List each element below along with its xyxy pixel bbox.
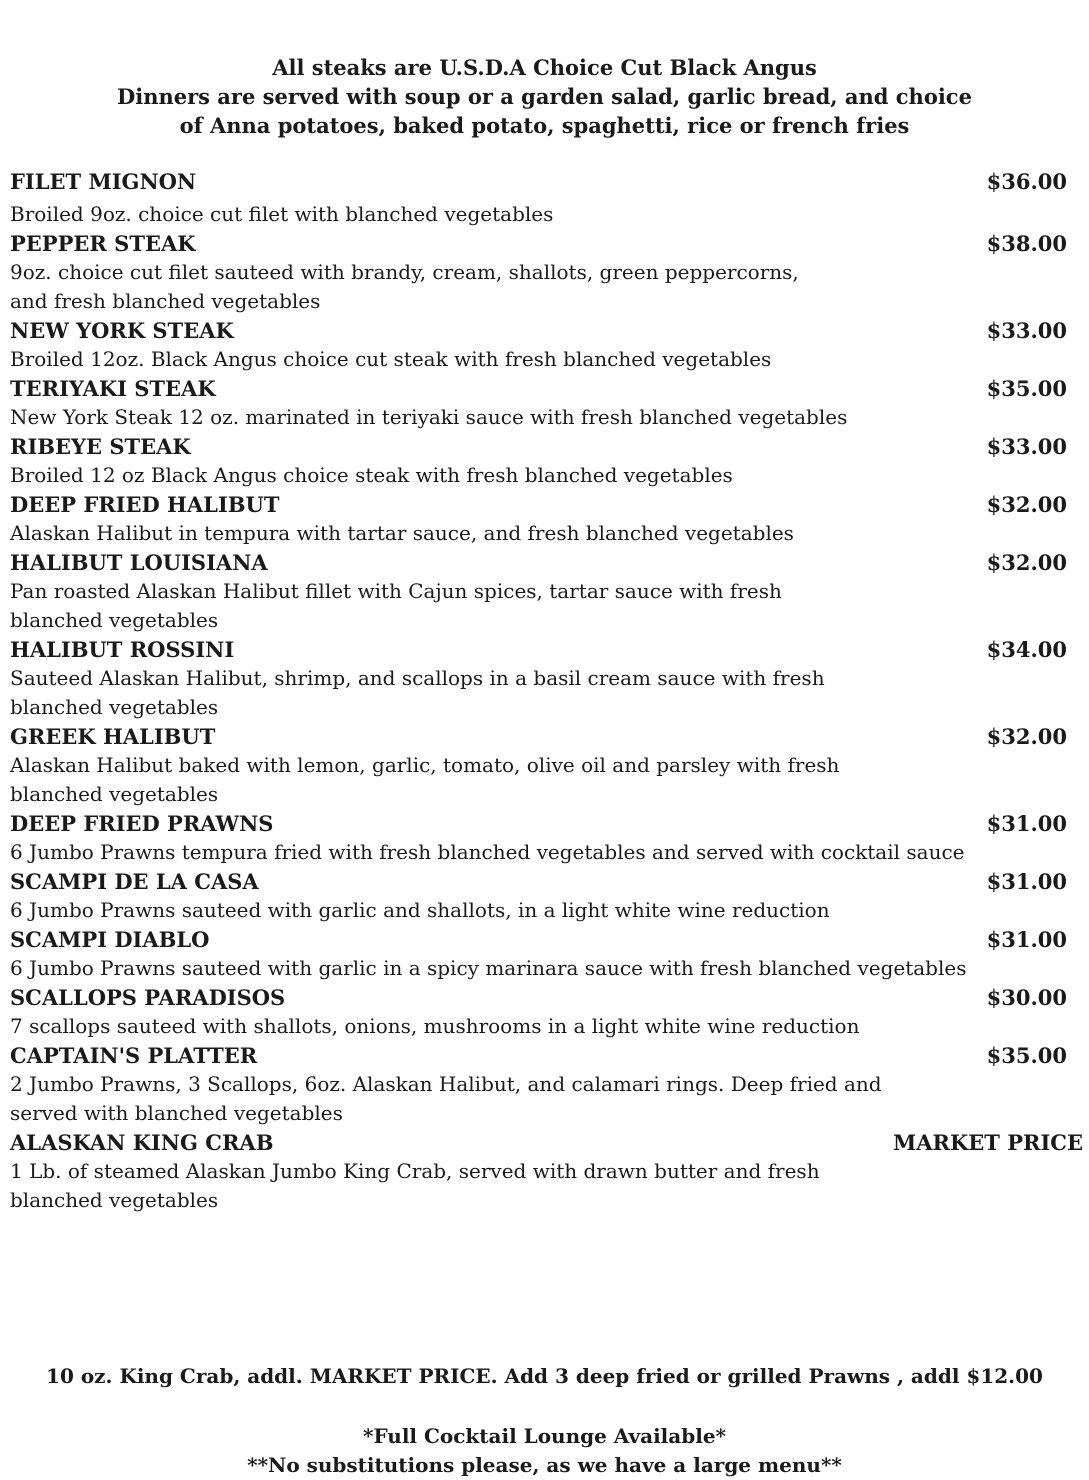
item-name: GREEK HALIBUT (10, 724, 216, 749)
menu-item-greek-halibut (10, 722, 1083, 809)
item-description: 6 Jumbo Prawns sauteed with garlic and shallots, in a light white wine reduction (10, 898, 830, 922)
item-name: PEPPER STEAK (10, 231, 196, 256)
add-on-note: 10 oz. King Crab, addl. MARKET PRICE. Add 3 deep fried or grilled Prawns , addl $12.00 (46, 1364, 1043, 1388)
item-price: $30.00 (986, 985, 1067, 1010)
item-description: New York Steak 12 oz. marinated in teriyaki sauce with fresh blanched vegetables (10, 405, 848, 429)
item-name: SCAMPI DIABLO (10, 927, 210, 952)
item-description: Sauteed Alaskan Halibut, shrimp, and scallops in a basil cream sauce with fresh blanched vegetables (10, 666, 825, 719)
no-substitutions-note: **No substitutions please, as we have a large menu** (247, 1453, 842, 1477)
item-name: NEW YORK STEAK (10, 318, 234, 343)
item-price: $35.00 (986, 1043, 1067, 1068)
menu-item-teriyaki-steak (10, 374, 1083, 432)
item-price: $31.00 (986, 811, 1067, 836)
menu-header (0, 53, 1089, 140)
item-name: SCAMPI DE LA CASA (10, 869, 259, 894)
menu-item-scallops-paradisos (10, 983, 1083, 1041)
item-name: DEEP FRIED HALIBUT (10, 492, 280, 517)
item-name: HALIBUT LOUISIANA (10, 550, 268, 575)
item-description: 2 Jumbo Prawns, 3 Scallops, 6oz. Alaskan Halibut, and calamari rings. Deep fried and served with blanched vegetables (10, 1072, 882, 1125)
item-description: Alaskan Halibut baked with lemon, garlic, tomato, olive oil and parsley with fresh blanched vegetables (10, 753, 840, 806)
item-price: $31.00 (986, 927, 1067, 952)
item-description: Broiled 9oz. choice cut filet with blanched vegetables (10, 202, 554, 226)
menu-item-scampi-de-la-casa (10, 867, 1083, 925)
item-price: $31.00 (986, 869, 1067, 894)
menu-item-filet-mignon (10, 167, 1083, 229)
item-description: 9oz. choice cut filet sauteed with brandy, cream, shallots, green peppercorns, and fresh blanched vegetables (10, 260, 799, 313)
menu-item-new-york-steak (10, 316, 1083, 374)
item-price: MARKET PRICE (893, 1130, 1083, 1155)
footer-notes (0, 1422, 1089, 1480)
cocktail-lounge-note: *Full Cocktail Lounge Available* (362, 1424, 727, 1448)
item-price: $36.00 (986, 169, 1067, 194)
item-description: Pan roasted Alaskan Halibut fillet with Cajun spices, tartar sauce with fresh blanched vegetables (10, 579, 782, 632)
item-name: ALASKAN KING CRAB (10, 1130, 274, 1155)
menu-item-deep-fried-halibut (10, 490, 1083, 548)
item-name: SCALLOPS PARADISOS (10, 985, 286, 1010)
item-name: TERIYAKI STEAK (10, 376, 216, 401)
item-price: $38.00 (986, 231, 1067, 256)
menu-list (10, 167, 1083, 1215)
item-price: $32.00 (986, 724, 1067, 749)
menu-item-ribeye-steak (10, 432, 1083, 490)
header-line-2: Dinners are served with soup or a garden salad, garlic bread, and choice (117, 84, 972, 109)
item-description: Broiled 12oz. Black Angus choice cut steak with fresh blanched vegetables (10, 347, 772, 371)
item-description: 6 Jumbo Prawns sauteed with garlic in a spicy marinara sauce with fresh blanched vegetables (10, 956, 967, 980)
item-name: FILET MIGNON (10, 169, 197, 194)
menu-item-pepper-steak (10, 229, 1083, 316)
item-price: $33.00 (986, 434, 1067, 459)
item-description: Alaskan Halibut in tempura with tartar sauce, and fresh blanched vegetables (10, 521, 794, 545)
item-price: $33.00 (986, 318, 1067, 343)
item-description: 7 scallops sauteed with shallots, onions, mushrooms in a light white wine reduction (10, 1014, 860, 1038)
item-price: $32.00 (986, 550, 1067, 575)
menu-item-deep-fried-prawns (10, 809, 1083, 867)
item-price: $35.00 (986, 376, 1067, 401)
item-name: CAPTAIN'S PLATTER (10, 1043, 258, 1068)
menu-item-captains-platter (10, 1041, 1083, 1128)
item-price: $32.00 (986, 492, 1067, 517)
menu-item-halibut-rossini (10, 635, 1083, 722)
item-description: 1 Lb. of steamed Alaskan Jumbo King Crab, served with drawn butter and fresh blanched vegetables (10, 1159, 820, 1212)
item-description: Broiled 12 oz Black Angus choice steak with fresh blanched vegetables (10, 463, 733, 487)
item-name: RIBEYE STEAK (10, 434, 191, 459)
menu-item-alaskan-king-crab (10, 1128, 1083, 1215)
item-description: 6 Jumbo Prawns tempura fried with fresh blanched vegetables and served with cocktail sauce (10, 840, 965, 864)
menu-item-scampi-diablo (10, 925, 1083, 983)
item-name: DEEP FRIED PRAWNS (10, 811, 274, 836)
header-line-1: All steaks are U.S.D.A Choice Cut Black Angus (272, 55, 817, 80)
header-line-3: of Anna potatoes, baked potato, spaghetti, rice or french fries (179, 113, 910, 138)
item-name: HALIBUT ROSSINI (10, 637, 235, 662)
item-price: $34.00 (986, 637, 1067, 662)
menu-item-halibut-louisiana (10, 548, 1083, 635)
